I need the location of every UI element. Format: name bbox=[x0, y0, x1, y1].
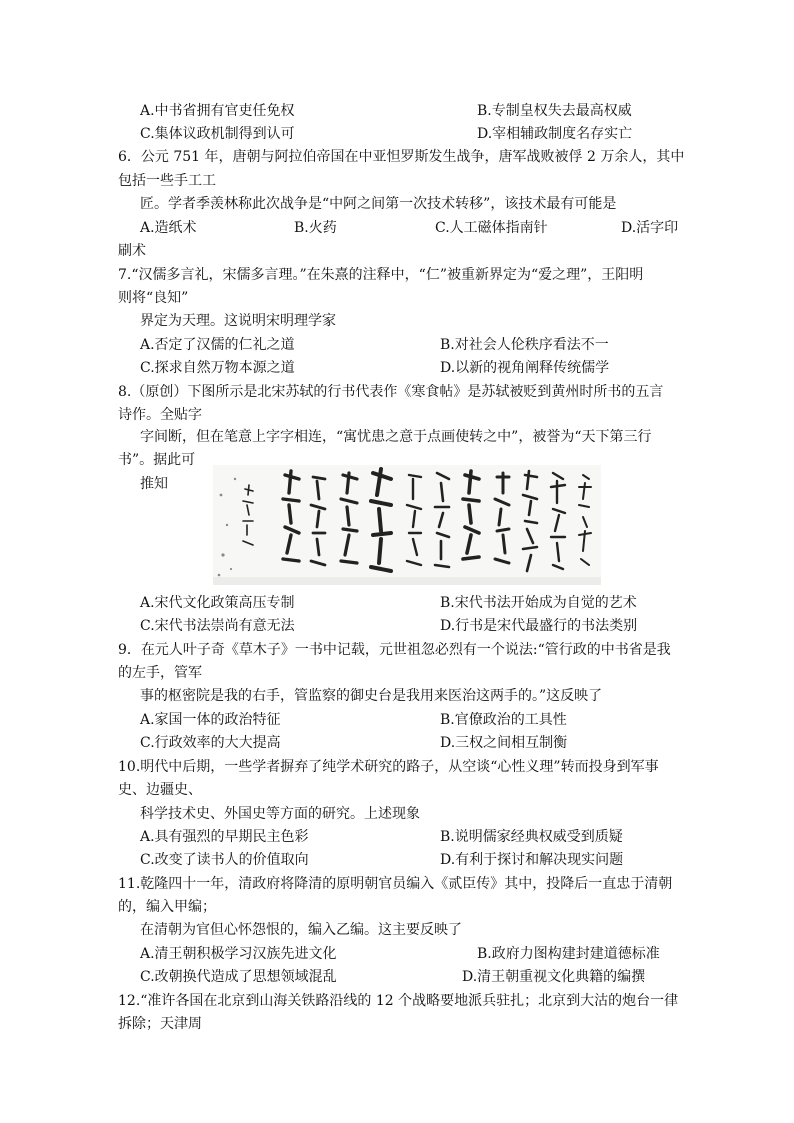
q11-option-a: A.清王朝积极学习汉族先进文化 bbox=[140, 946, 337, 962]
q6-option-c: C.人工磁体指南针 bbox=[435, 220, 548, 236]
q8-option-b: B.宋代书法开始成为自觉的艺术 bbox=[440, 595, 637, 611]
q10-option-d: D.有利于探讨和解决现实问题 bbox=[440, 852, 624, 868]
q9-stem-line-2: 的左手，管军 bbox=[118, 665, 202, 681]
q7-stem-line-1: 7.“汉儒多言礼，宋儒多言理。”在朱熹的注释中，“仁”被重新界定为“爱之理”，王阳明 bbox=[118, 267, 644, 283]
q6-stem-line-3: 匠。学者季羡林称此次战争是“中阿之间第一次技术转移”，该技术最有可能是 bbox=[140, 196, 617, 212]
calligraphy-image bbox=[213, 465, 601, 585]
q12-stem-line-1: 12.“准许各国在北京到山海关铁路沿线的 12 个战略要地派兵驻扎；北京到大沽的炮台一律 bbox=[118, 993, 679, 1009]
q12-stem-line-2: 拆除；天津周 bbox=[118, 1016, 202, 1032]
q7-option-c: C.探求自然万物本源之道 bbox=[140, 360, 295, 376]
q10-stem-line-3: 科学技术史、外国史等方面的研究。上述现象 bbox=[140, 806, 420, 822]
q7-option-a: A.否定了汉儒的仁礼之道 bbox=[140, 337, 295, 353]
calligraphy-strokes bbox=[213, 465, 601, 585]
q9-option-c: C.行政效率的大大提高 bbox=[140, 735, 281, 751]
q11-option-b: B.政府力图构建封建道德标准 bbox=[477, 946, 660, 962]
q8-stem-line-4: 书”。据此可 bbox=[118, 452, 196, 468]
q10-option-c: C.改变了读书人的价值取向 bbox=[140, 852, 309, 868]
q11-option-d: D.清王朝重视文化典籍的编撰 bbox=[462, 969, 646, 985]
q5-option-d: D.宰相辅政制度名存实亡 bbox=[477, 126, 633, 142]
q11-option-c: C.改朝换代造成了思想领域混乱 bbox=[140, 969, 337, 985]
q6-stem-line-2: 包括一些手工工 bbox=[118, 173, 216, 189]
q10-option-a: A.具有强烈的早期民主色彩 bbox=[140, 829, 309, 845]
q9-option-d: D.三权之间相互制衡 bbox=[440, 735, 568, 751]
q9-stem-line-1: 9．在元人叶子奇《草木子》一书中记载，元世祖忽必烈有一个说法:“管行政的中书省是我 bbox=[118, 642, 671, 658]
q11-stem-line-1: 11.乾隆四十一年，清政府将降清的原明朝官员编入《贰臣传》其中，投降后一直忠于清朝 bbox=[118, 876, 673, 892]
q9-option-a: A.家国一体的政治特征 bbox=[140, 712, 281, 728]
q7-stem-line-3: 界定为天理。这说明宋明理学家 bbox=[140, 313, 336, 329]
q10-stem-line-2: 史、边疆史、 bbox=[118, 782, 202, 798]
q7-option-b: B.对社会人伦秩序看法不一 bbox=[440, 337, 609, 353]
q8-stem-line-1: 8.（原创）下图所示是北宋苏轼的行书代表作《寒食帖》是苏轼被贬到黄州时所书的五言 bbox=[118, 384, 664, 400]
q8-stem-line-5: 推知 bbox=[140, 476, 168, 492]
q11-stem-line-2: 的，编入甲编； bbox=[118, 899, 216, 915]
q5-option-c: C.集体议政机制得到认可 bbox=[140, 126, 295, 142]
q10-stem-line-1: 10.明代中后期，一些学者摒弃了纯学术研究的路子，从空谈“心性义理”转而投身到军事 bbox=[118, 759, 659, 775]
q8-option-c: C.宋代书法崇尚有意无法 bbox=[140, 618, 295, 634]
q10-option-b: B.说明儒家经典权威受到质疑 bbox=[440, 829, 623, 845]
q9-stem-line-3: 事的枢密院是我的右手，管监察的御史台是我用来医治这两手的。”这反映了 bbox=[140, 688, 603, 704]
q7-stem-line-2: 则将“良知” bbox=[118, 290, 189, 306]
q5-option-b: B.专制皇权失去最高权威 bbox=[477, 103, 632, 119]
q9-option-b: B.官僚政治的工具性 bbox=[440, 712, 567, 728]
q6-option-d: D.活字印 bbox=[621, 220, 679, 236]
q7-option-d: D.以新的视角阐释传统儒学 bbox=[440, 360, 610, 376]
q8-stem-line-2: 诗作。全贴字 bbox=[118, 407, 202, 423]
q6-option-d-wrap: 刷术 bbox=[118, 243, 146, 259]
q6-stem-line-1: 6．公元 751 年，唐朝与阿拉伯帝国在中亚怛罗斯发生战争，唐军战败被俘 2 万余人，其中 bbox=[118, 149, 685, 165]
q6-option-a: A.造纸术 bbox=[140, 220, 197, 236]
q6-option-b: B.火药 bbox=[294, 220, 337, 236]
q5-option-a: A.中书省拥有官吏任免权 bbox=[140, 103, 295, 119]
q11-stem-line-3: 在清朝为官但心怀怨恨的，编入乙编。这主要反映了 bbox=[140, 922, 462, 938]
q8-option-a: A.宋代文化政策高压专制 bbox=[140, 595, 295, 611]
q8-stem-line-3: 字间断，但在笔意上字字相连，“寓忧患之意于点画使转之中”，被誉为“天下第三行 bbox=[140, 429, 652, 445]
q8-option-d: D.行书是宋代最盛行的书法类别 bbox=[440, 618, 638, 634]
